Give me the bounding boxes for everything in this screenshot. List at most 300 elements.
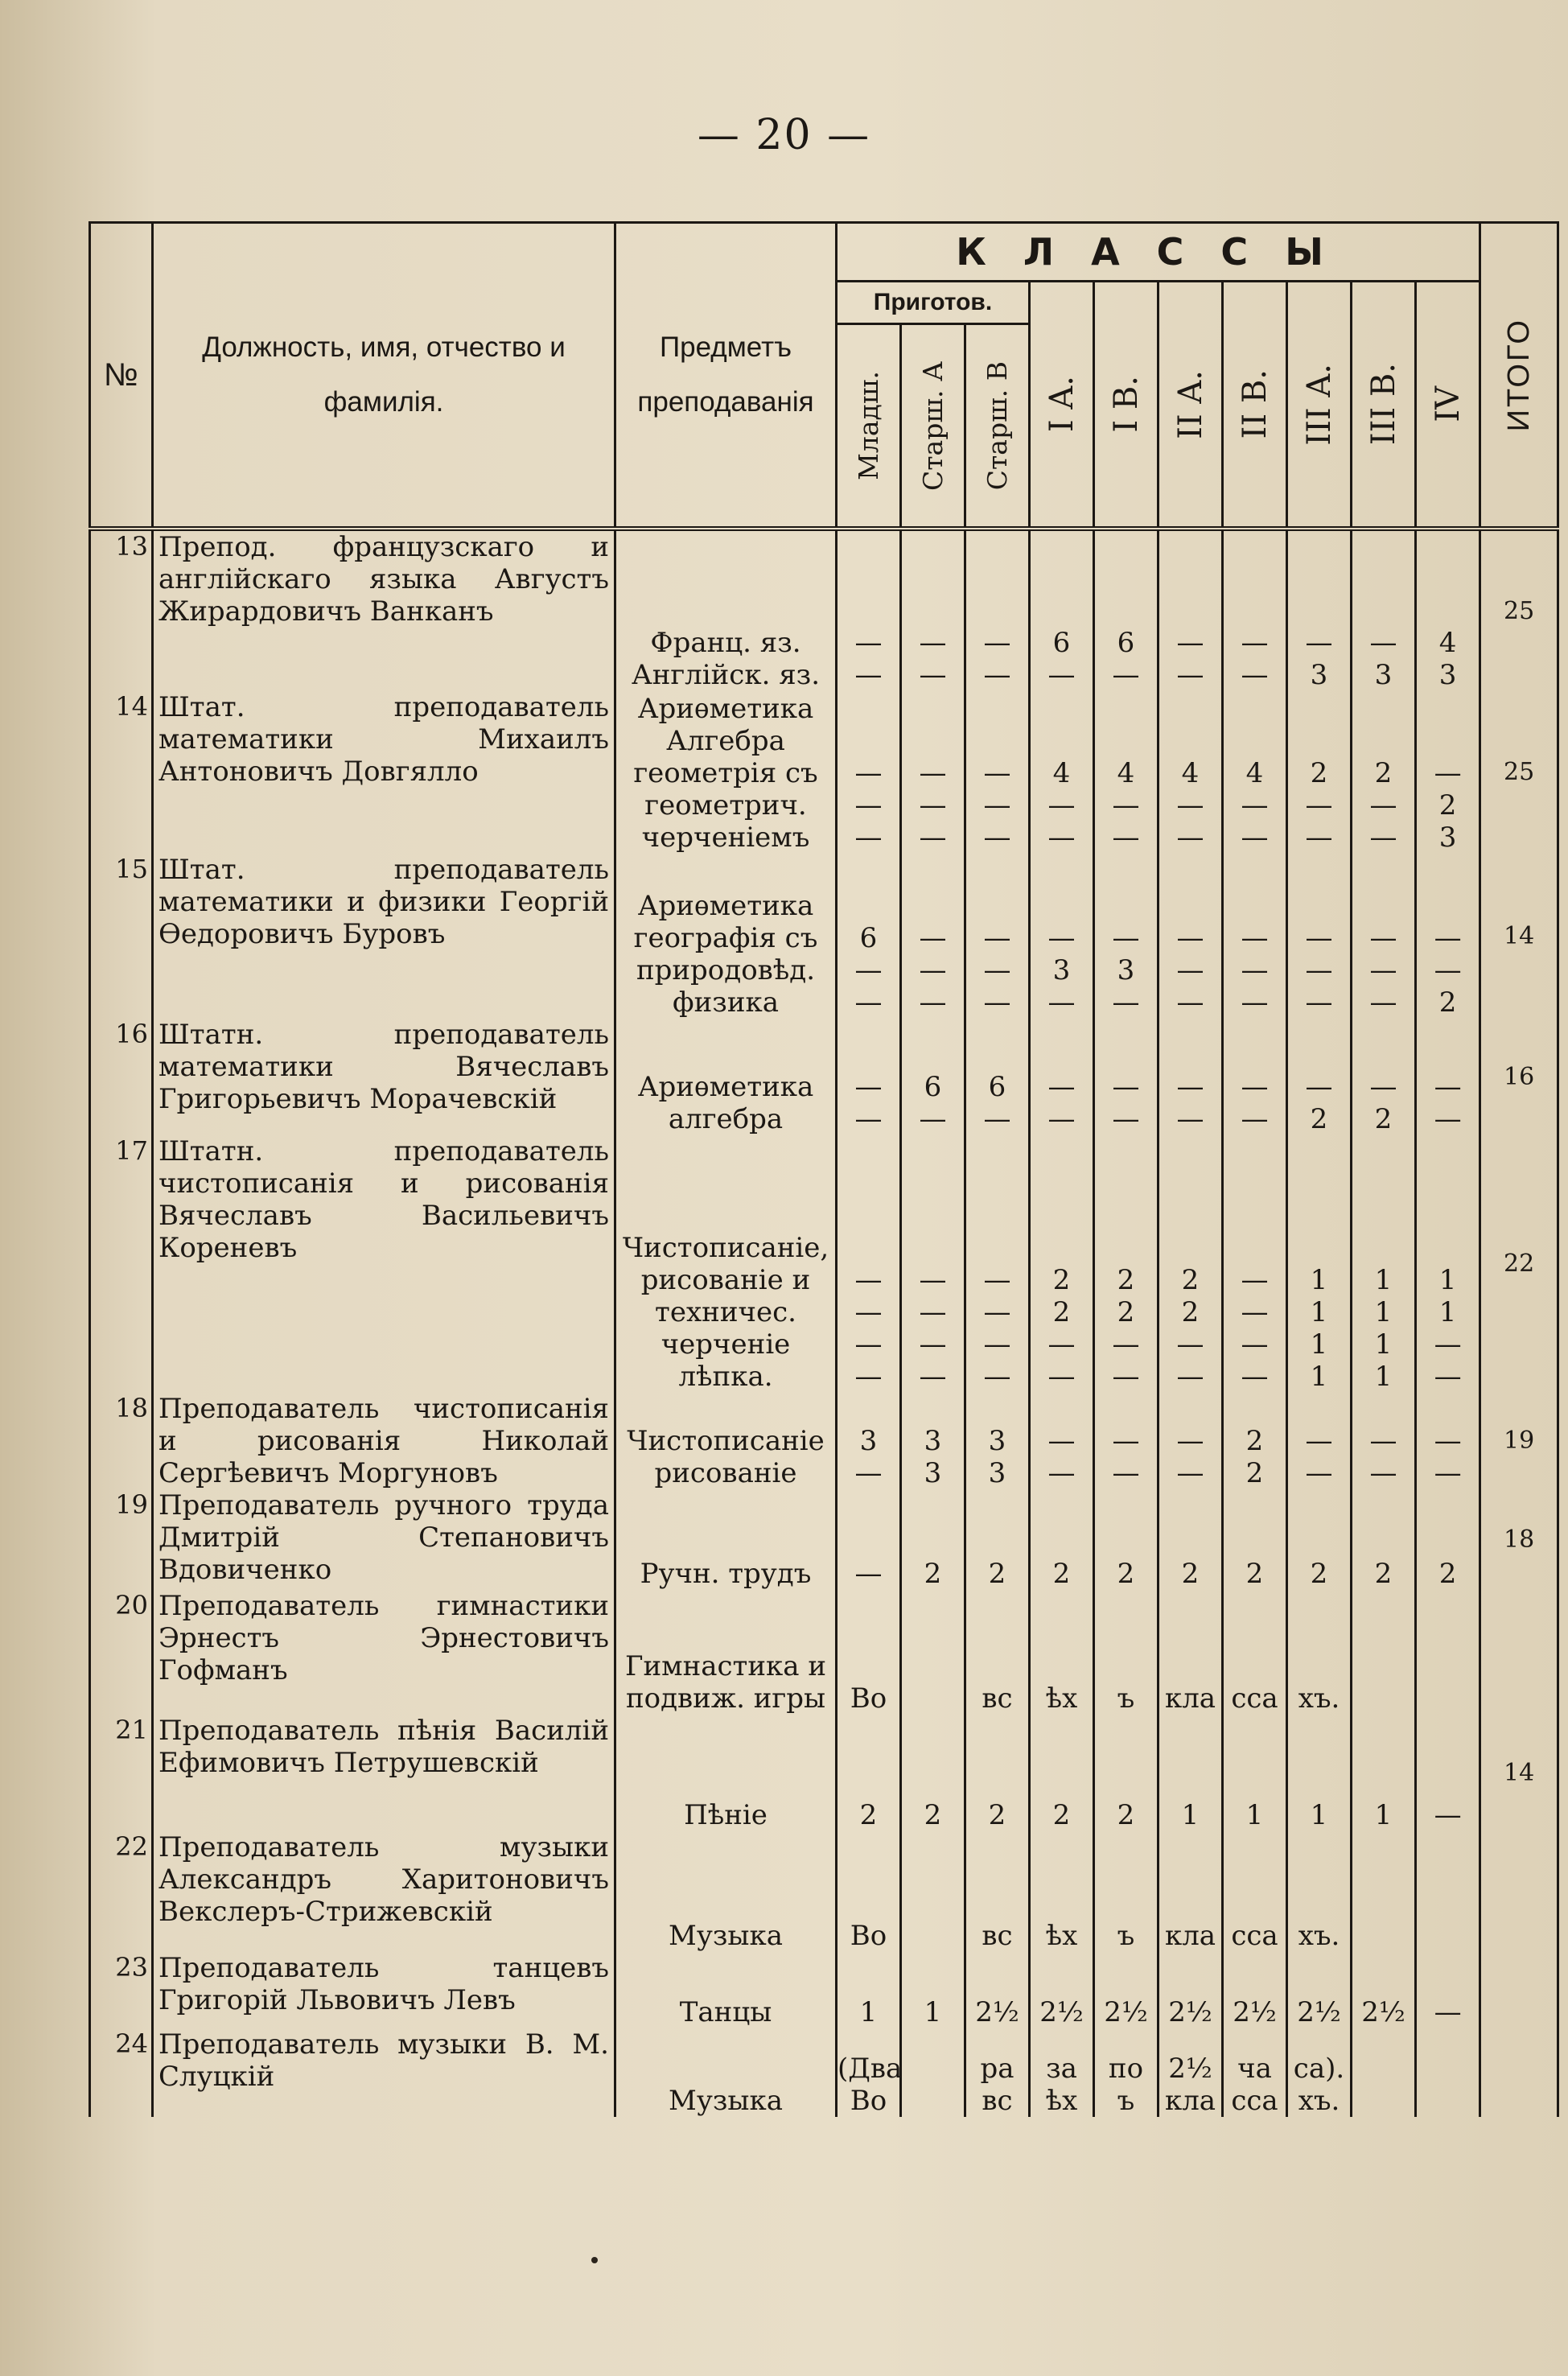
hours-cell [1223, 1393, 1287, 1489]
hours-cell [1030, 1135, 1094, 1393]
row-number: 24 [90, 2028, 153, 2117]
hours-value: — [1176, 789, 1204, 822]
hours-value: 3 [1374, 659, 1393, 691]
hours-cell [1352, 1019, 1416, 1135]
hours-cell [1030, 1831, 1094, 1952]
hours-cell [1223, 1715, 1287, 1831]
row-position: Преподаватель танцевъ Григорій Львовичъ Левъ [153, 1952, 615, 2028]
hours-value [902, 2053, 964, 2085]
hours-value: — [1241, 627, 1269, 659]
hours-value: — [1176, 659, 1204, 691]
row-number: 22 [90, 1831, 153, 1952]
hours-cell [1094, 1135, 1159, 1393]
row-number: 20 [90, 1590, 153, 1715]
hours-cell [1287, 1135, 1352, 1393]
hours-cell [1287, 854, 1352, 1019]
hours-value: кла [1164, 1920, 1216, 1952]
hours-cell [837, 1715, 901, 1831]
hours-value: — [1112, 1425, 1140, 1457]
hours-cell [1030, 2028, 1094, 2117]
hours-cell [1416, 1019, 1480, 1135]
hours-value: 2 [1052, 1264, 1071, 1296]
hours-value: ѣх [1045, 1920, 1078, 1952]
hours-cell [1352, 529, 1416, 691]
hours-value: 1 [1310, 1264, 1328, 1296]
hours-value: кла [1164, 1682, 1216, 1715]
hours-cell [1352, 1590, 1416, 1715]
hours-value [1417, 1920, 1479, 1952]
table-body [90, 529, 1558, 2117]
hours-value: (Два [838, 2053, 903, 2085]
hours-cell [1287, 1715, 1352, 1831]
header-class-iv [1416, 282, 1480, 529]
hours-value: — [1241, 1296, 1269, 1328]
hours-cell [901, 1019, 965, 1135]
hours-cell [965, 1590, 1030, 1715]
hours-cell [1094, 2028, 1159, 2117]
hours-value: 2 [1438, 986, 1457, 1019]
subject-line: физика [673, 986, 779, 1019]
hours-value: — [1241, 986, 1269, 1019]
hours-value: — [1369, 922, 1397, 954]
hours-value: 4 [1438, 627, 1457, 659]
hours-cell [837, 1831, 901, 1952]
hours-value: са). [1293, 2053, 1345, 2085]
row-total [1480, 1590, 1558, 1715]
hours-value: 2½ [1168, 1996, 1212, 2028]
hours-cell [1159, 1019, 1223, 1135]
hours-value: — [1047, 1103, 1076, 1135]
hours-value: — [1176, 1071, 1204, 1103]
hours-value: сса [1231, 1682, 1278, 1715]
hours-cell [837, 1952, 901, 2028]
hours-value: 1 [1374, 1361, 1393, 1393]
row-total: 19 [1480, 1393, 1558, 1489]
hours-value: 2 [924, 1558, 942, 1590]
row-subjects [615, 854, 837, 1019]
row-position: Штатн. преподаватель чистописанія и рисованія Вячеславъ Васильевичъ Кореневъ [153, 1135, 615, 1393]
hours-value: — [1305, 1457, 1333, 1489]
hours-value [1352, 1682, 1414, 1715]
hours-value: — [1241, 954, 1269, 986]
hours-cell [837, 2028, 901, 2117]
hours-value: — [919, 757, 947, 789]
hours-value: сса [1231, 2085, 1278, 2117]
hours-cell [901, 854, 965, 1019]
hours-value: 2 [1310, 1103, 1328, 1135]
hours-value: — [1241, 1361, 1269, 1393]
row-total: 25 [1480, 529, 1558, 691]
hours-cell [1352, 1135, 1416, 1393]
hours-value: 2½ [1297, 1996, 1341, 2028]
table-row [90, 1831, 1558, 1952]
row-subjects [615, 529, 837, 691]
hours-value: — [1176, 1425, 1204, 1457]
hours-cell [1287, 2028, 1352, 2117]
hours-value: — [1434, 1996, 1462, 2028]
row-subjects [615, 2028, 837, 2117]
hours-value [902, 1920, 964, 1952]
hours-cell [1159, 1952, 1223, 2028]
hours-value: 3 [924, 1457, 942, 1489]
hours-value: — [919, 922, 947, 954]
header-class-iv-label: IV [1429, 386, 1467, 422]
hours-value: — [1112, 1071, 1140, 1103]
hours-value: — [854, 1264, 883, 1296]
hours-value: — [1369, 627, 1397, 659]
hours-value: 2 [1181, 1558, 1200, 1590]
hours-value: 2 [924, 1799, 942, 1831]
hours-cell [965, 854, 1030, 1019]
hours-cell [1094, 1489, 1159, 1590]
hours-value: — [983, 986, 1011, 1019]
hours-value: 2 [1245, 1425, 1264, 1457]
hours-cell [1223, 1952, 1287, 2028]
hours-value: 1 [1310, 1296, 1328, 1328]
hours-value: — [1176, 954, 1204, 986]
hours-cell [1030, 1590, 1094, 1715]
row-total [1480, 1952, 1558, 2028]
hours-value: за [1046, 2053, 1077, 2085]
hours-value: — [1434, 1425, 1462, 1457]
hours-value: 4 [1117, 757, 1135, 789]
hours-value: — [1369, 1425, 1397, 1457]
hours-value: ъ [1117, 2085, 1135, 2117]
hours-value: 1 [1310, 1799, 1328, 1831]
hours-value: ъ [1117, 1920, 1135, 1952]
hours-cell [1416, 1952, 1480, 2028]
header-class-ib [1094, 282, 1159, 529]
row-position: Преподаватель гимнастики Эрнестъ Эрнестовичъ Гофманъ [153, 1590, 615, 1715]
hours-value: — [854, 1328, 883, 1361]
hours-value: 2 [1374, 757, 1393, 789]
hours-cell [1287, 1019, 1352, 1135]
hours-value: — [1112, 1103, 1140, 1135]
hours-cell [1416, 2028, 1480, 2117]
hours-value: — [1434, 1799, 1462, 1831]
hours-value: — [1434, 1071, 1462, 1103]
hours-value: — [1241, 659, 1269, 691]
hours-cell [1416, 529, 1480, 691]
hours-cell [1287, 691, 1352, 854]
row-subjects [615, 691, 837, 854]
header-prep-senior-a [901, 324, 965, 529]
hours-cell [1416, 1135, 1480, 1393]
hours-cell [901, 1590, 965, 1715]
header-num: № [90, 223, 153, 529]
hours-value: 2 [1117, 1799, 1135, 1831]
hours-cell [837, 1135, 901, 1393]
hours-cell [965, 691, 1030, 854]
header-class-iia [1159, 282, 1223, 529]
hours-value: — [983, 1328, 1011, 1361]
hours-value: — [1112, 822, 1140, 854]
hours-cell [965, 1831, 1030, 1952]
hours-value: — [1112, 1361, 1140, 1393]
hours-value: — [983, 1103, 1011, 1135]
hours-value [902, 2085, 964, 2117]
hours-value: 1 [1310, 1328, 1328, 1361]
header-class-iiia-label: III A. [1300, 363, 1338, 446]
hours-value: 2 [1117, 1296, 1135, 1328]
header-prep-senior-b-label: Старш. В [982, 360, 1013, 491]
hours-value: 2 [1181, 1264, 1200, 1296]
hours-value: 2 [1438, 1558, 1457, 1590]
hours-value: — [1241, 1264, 1269, 1296]
header-prep-junior-label: Младш. [853, 371, 884, 480]
hours-value: 3 [1117, 954, 1135, 986]
hours-value: — [919, 954, 947, 986]
hours-value: Во [850, 1682, 887, 1715]
hours-value: 2 [1052, 1799, 1071, 1831]
hours-value: ѣх [1045, 1682, 1078, 1715]
hours-cell [965, 1393, 1030, 1489]
hours-cell [1352, 1715, 1416, 1831]
header-class-iiia [1287, 282, 1352, 529]
hours-cell [837, 529, 901, 691]
subject-line: Чистописаніе, рисованіе и техничес. черченіе [622, 1232, 829, 1361]
header-subject: Предметъ преподаванія [615, 223, 837, 529]
hours-value: 3 [1438, 659, 1457, 691]
hours-cell [837, 691, 901, 854]
hours-value: 2½ [975, 1996, 1019, 2028]
hours-value: — [1305, 1071, 1333, 1103]
hours-value: — [854, 789, 883, 822]
hours-value: — [854, 986, 883, 1019]
hours-value: — [1241, 1071, 1269, 1103]
row-position: Препод. французскаго и англійскаго языка Августъ Жирардовичъ Ванканъ [153, 529, 615, 691]
hours-value: 2 [859, 1799, 878, 1831]
hours-cell [1094, 1952, 1159, 2028]
hours-value: — [1305, 986, 1333, 1019]
header-class-ia [1030, 282, 1094, 529]
hours-cell [901, 691, 965, 854]
hours-value: — [919, 1361, 947, 1393]
hours-value: Во [850, 2085, 887, 2117]
hours-value: ра [980, 2053, 1014, 2085]
subject-line: Чистописаніе [627, 1425, 825, 1457]
hours-cell [1352, 854, 1416, 1019]
staff-table-frame [88, 221, 1536, 2265]
hours-value: — [1434, 1361, 1462, 1393]
hours-value: 3 [988, 1425, 1006, 1457]
hours-cell [1416, 854, 1480, 1019]
hours-cell [965, 1489, 1030, 1590]
hours-value: — [983, 922, 1011, 954]
hours-value: 2½ [1361, 1996, 1405, 2028]
hours-value: 2 [1052, 1558, 1071, 1590]
hours-value: — [919, 789, 947, 822]
hours-value: — [1112, 659, 1140, 691]
row-subjects [615, 1393, 837, 1489]
row-total: 18 [1480, 1489, 1558, 1590]
hours-value: — [854, 1103, 883, 1135]
row-number: 21 [90, 1715, 153, 1831]
header-class-ib-label: I B. [1107, 376, 1145, 433]
hours-value: — [1047, 822, 1076, 854]
hours-cell [1287, 529, 1352, 691]
hours-value: — [854, 954, 883, 986]
hours-cell [1094, 1393, 1159, 1489]
hours-value: — [1176, 1328, 1204, 1361]
hours-value: — [1305, 954, 1333, 986]
hours-cell [1094, 1831, 1159, 1952]
hours-cell [1352, 691, 1416, 854]
hours-value: — [854, 659, 883, 691]
hours-cell [1416, 1393, 1480, 1489]
row-position: Преподаватель пѣнія Василій Ефимовичъ Петрушевскій [153, 1715, 615, 1831]
hours-value: 1 [859, 1996, 878, 2028]
hours-value: — [854, 1361, 883, 1393]
staff-table [88, 221, 1559, 2117]
row-position: Преподаватель музыки Александръ Харитоновичъ Векслеръ-Стрижевскій [153, 1831, 615, 1952]
hours-value: — [1369, 986, 1397, 1019]
row-subjects [615, 1952, 837, 2028]
hours-value [1352, 2053, 1414, 2085]
row-position: Штат. преподаватель математики Михаилъ Антоновичъ Довгялло [153, 691, 615, 854]
hours-cell [1352, 1952, 1416, 2028]
hours-value: — [1176, 1457, 1204, 1489]
hours-cell [1287, 1590, 1352, 1715]
hours-value: 1 [1438, 1264, 1457, 1296]
hours-value: — [919, 986, 947, 1019]
hours-value: — [1434, 757, 1462, 789]
hours-value: 1 [1181, 1799, 1200, 1831]
hours-value: 2 [1374, 1103, 1393, 1135]
table-row [90, 691, 1558, 854]
hours-value: — [1369, 1457, 1397, 1489]
subject-line: алгебра [668, 1103, 784, 1135]
hours-cell [901, 1715, 965, 1831]
hours-cell [1094, 691, 1159, 854]
table-row [90, 1952, 1558, 2028]
page-number: — 20 — [697, 111, 871, 159]
subject-line: лѣпка. [678, 1361, 773, 1393]
hours-value: хъ. [1298, 1920, 1340, 1952]
hours-value: 4 [1181, 757, 1200, 789]
row-total: 16 [1480, 1019, 1558, 1135]
hours-value: — [1241, 789, 1269, 822]
hours-cell [1159, 2028, 1223, 2117]
subject-line: Гимнастика и подвиж. игры [624, 1650, 827, 1715]
hours-cell [1287, 1952, 1352, 2028]
hours-value: — [1305, 822, 1333, 854]
hours-cell [1352, 1393, 1416, 1489]
hours-cell [1030, 529, 1094, 691]
hours-value: — [1047, 1425, 1076, 1457]
hours-value: — [854, 1457, 883, 1489]
hours-cell [901, 529, 965, 691]
hours-value: — [854, 1071, 883, 1103]
row-subjects [615, 1590, 837, 1715]
hours-value: 2 [1310, 757, 1328, 789]
hours-cell [1094, 529, 1159, 691]
hours-value: — [1434, 1328, 1462, 1361]
hours-value: — [919, 627, 947, 659]
subject-line: Англійск. яз. [631, 659, 821, 691]
hours-cell [1352, 2028, 1416, 2117]
hours-value: — [983, 1361, 1011, 1393]
hours-value: Во [850, 1920, 887, 1952]
hours-value: — [1305, 1425, 1333, 1457]
hours-value: 2 [1052, 1296, 1071, 1328]
hours-cell [1030, 1393, 1094, 1489]
hours-value: — [1241, 1328, 1269, 1361]
hours-value: — [1369, 1071, 1397, 1103]
header-class-iib [1223, 282, 1287, 529]
hours-cell [1416, 1715, 1480, 1831]
hours-value: — [854, 757, 883, 789]
hours-cell [1094, 1590, 1159, 1715]
hours-value: 3 [1052, 954, 1071, 986]
hours-value: — [1305, 627, 1333, 659]
hours-value: — [1047, 659, 1076, 691]
hours-cell [1416, 1489, 1480, 1590]
row-number: 13 [90, 529, 153, 691]
header-total: ИТОГО [1501, 318, 1536, 432]
hours-value: по [1108, 2053, 1144, 2085]
hours-cell [901, 1489, 965, 1590]
hours-value: — [919, 1296, 947, 1328]
hours-cell [1159, 691, 1223, 854]
row-number: 14 [90, 691, 153, 854]
hours-value: — [1112, 1457, 1140, 1489]
table-row [90, 1393, 1558, 1489]
hours-value: вс [982, 2085, 1013, 2117]
hours-cell [965, 1715, 1030, 1831]
hours-value: 2 [1245, 1558, 1264, 1590]
hours-value: — [983, 822, 1011, 854]
row-total [1480, 1831, 1558, 1952]
header-class-iiib [1352, 282, 1416, 529]
hours-value: 3 [1310, 659, 1328, 691]
hours-cell [1030, 691, 1094, 854]
row-number: 17 [90, 1135, 153, 1393]
hours-value: 2½ [1168, 2053, 1212, 2085]
hours-value: 2 [988, 1558, 1006, 1590]
hours-value: — [983, 1264, 1011, 1296]
hours-cell [837, 1590, 901, 1715]
hours-value: — [1112, 986, 1140, 1019]
hours-value: 2 [1181, 1296, 1200, 1328]
row-subjects [615, 1715, 837, 1831]
subject-line: Алгебра [666, 725, 785, 757]
hours-value [902, 1682, 964, 1715]
hours-cell [1223, 529, 1287, 691]
hours-value: — [1176, 1103, 1204, 1135]
hours-value: — [1369, 822, 1397, 854]
hours-value: 1 [1310, 1361, 1328, 1393]
hours-value: 4 [1052, 757, 1071, 789]
hours-cell [901, 2028, 965, 2117]
hours-value: 2½ [1039, 1996, 1084, 2028]
hours-value: вс [982, 1920, 1013, 1952]
hours-value: 3 [1438, 822, 1457, 854]
hours-cell [1223, 1590, 1287, 1715]
hours-cell [1223, 1831, 1287, 1952]
hours-value: кла [1164, 2085, 1216, 2117]
row-position: Штат. преподаватель математики и физики Георгій Ѳедоровичъ Буровъ [153, 854, 615, 1019]
hours-cell [1416, 1590, 1480, 1715]
row-subjects [615, 1019, 837, 1135]
hours-value: — [1112, 1328, 1140, 1361]
hours-cell [1159, 1715, 1223, 1831]
header-position: Должность, имя, отчество и фамилія. [153, 223, 615, 529]
hours-value: — [983, 789, 1011, 822]
header-class-iiib-label: III B. [1364, 363, 1402, 446]
hours-value: — [919, 659, 947, 691]
hours-value: — [1434, 1103, 1462, 1135]
